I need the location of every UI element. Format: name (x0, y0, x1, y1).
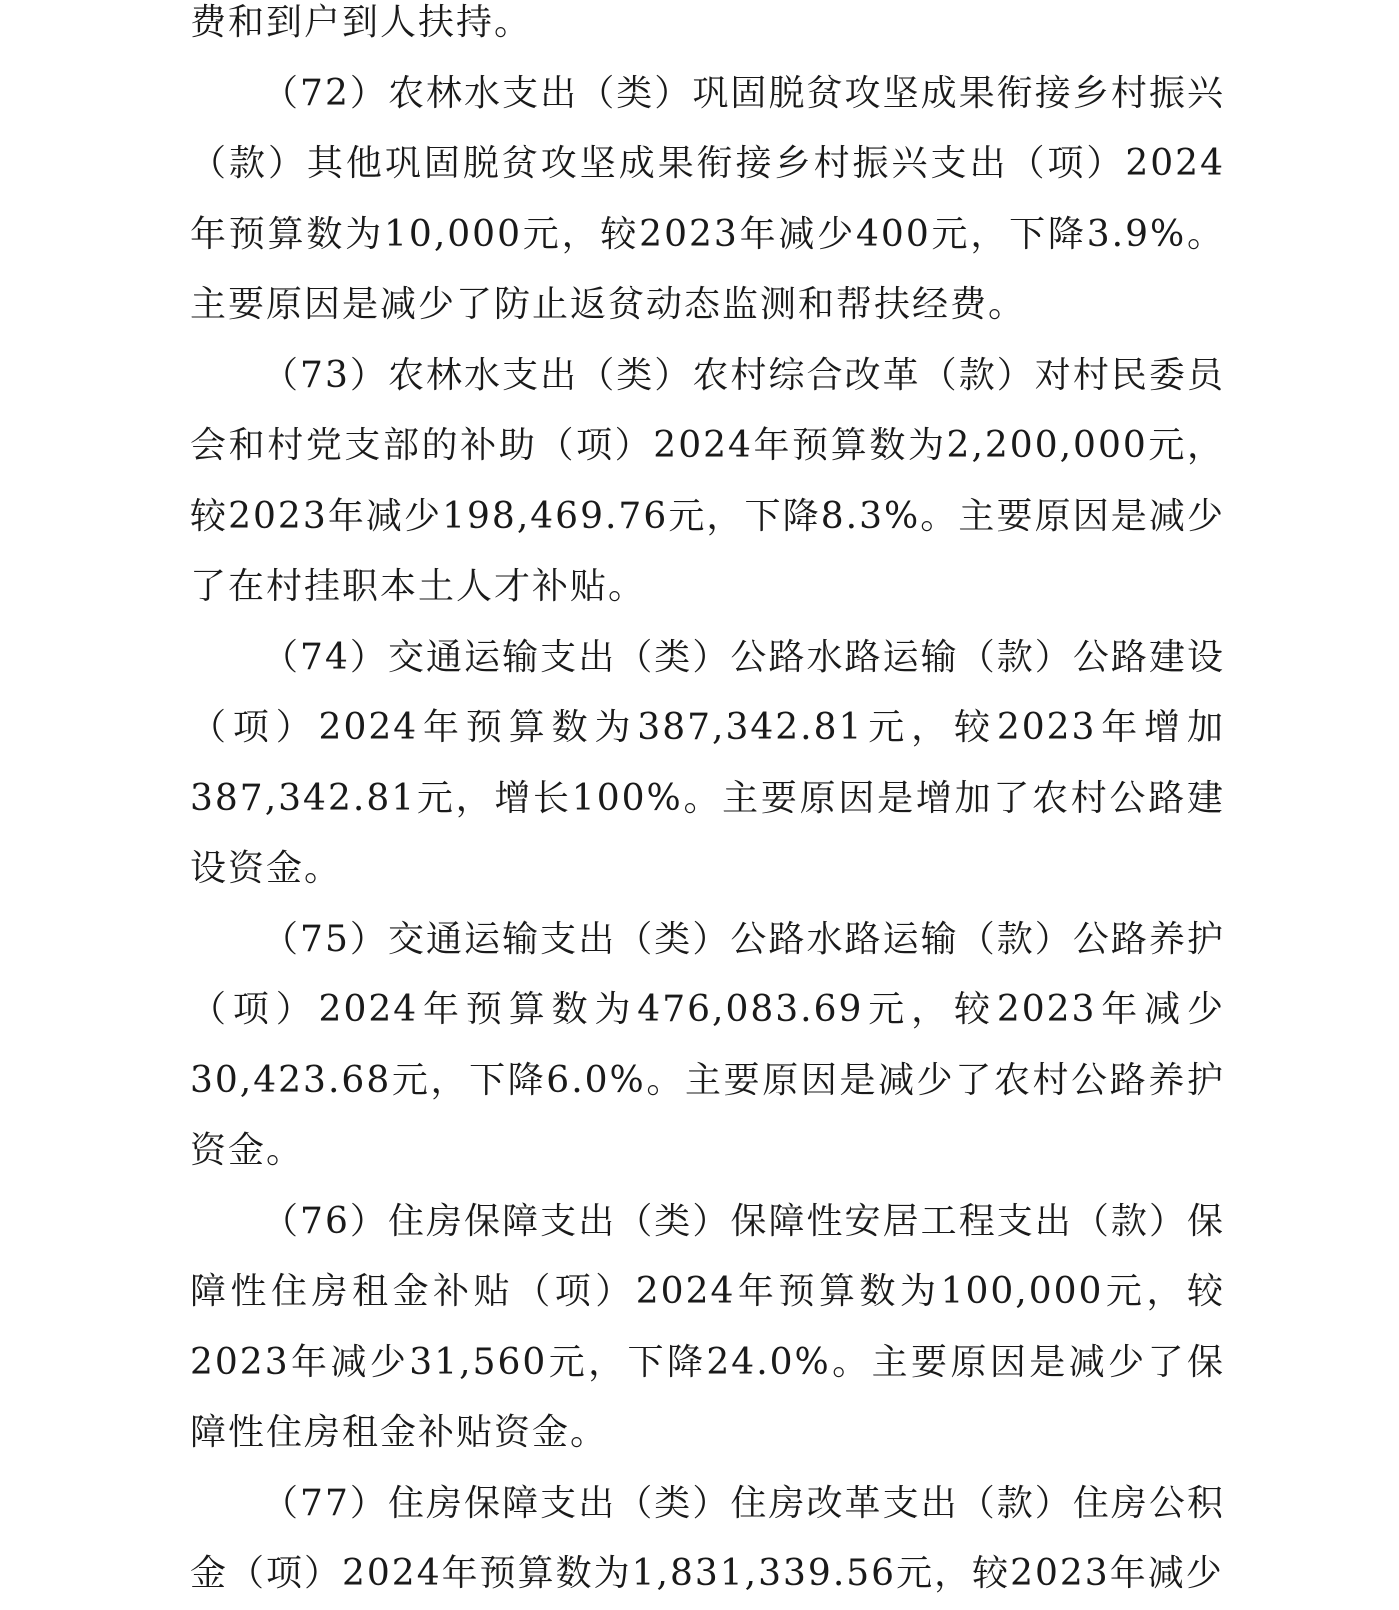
paragraph-item-77: （77）住房保障支出（类）住房改革支出（款）住房公积金（项）2024年预算数为1,831,339.56元，较2023年减少 (190, 1482, 1225, 1594)
paragraph-item-74: （74）交通运输支出（类）公路水路运输（款）公路建设（项）2024年预算数为387,342.81元，较2023年增加387,342.81元，增长100%。主要原因是增加了农村公路建设资金。 (190, 636, 1225, 889)
document-page (190, 0, 1225, 1610)
paragraph-item-76: （76）住房保障支出（类）保障性安居工程支出（款）保障性住房租金补贴（项）2024年预算数为100,000元，较2023年减少31,560元，下降24.0%。主要原因是减少了保障性住房租金补贴资金。 (190, 1200, 1225, 1453)
paragraph-item-72: （72）农林水支出（类）巩固脱贫攻坚成果衔接乡村振兴（款）其他巩固脱贫攻坚成果衔接乡村振兴支出（项）2024年预算数为10,000元，较2023年减少400元，下降3.9%。主要原因是减少了防止返贫动态监测和帮扶经费。 (190, 72, 1225, 325)
paragraph-continuation: 费和到户到人扶持。 (190, 2, 533, 43)
paragraph-item-75: （75）交通运输支出（类）公路水路运输（款）公路养护（项）2024年预算数为476,083.69元，较2023年减少30,423.68元，下降6.0%。主要原因是减少了农村公路养护资金。 (190, 918, 1225, 1171)
paragraph-item-73: （73）农林水支出（类）农村综合改革（款）对村民委员会和村党支部的补助（项）2024年预算数为2,200,000元，较2023年减少198,469.76元，下降8.3%。主要原因是减少了在村挂职本土人才补贴。 (190, 354, 1225, 607)
